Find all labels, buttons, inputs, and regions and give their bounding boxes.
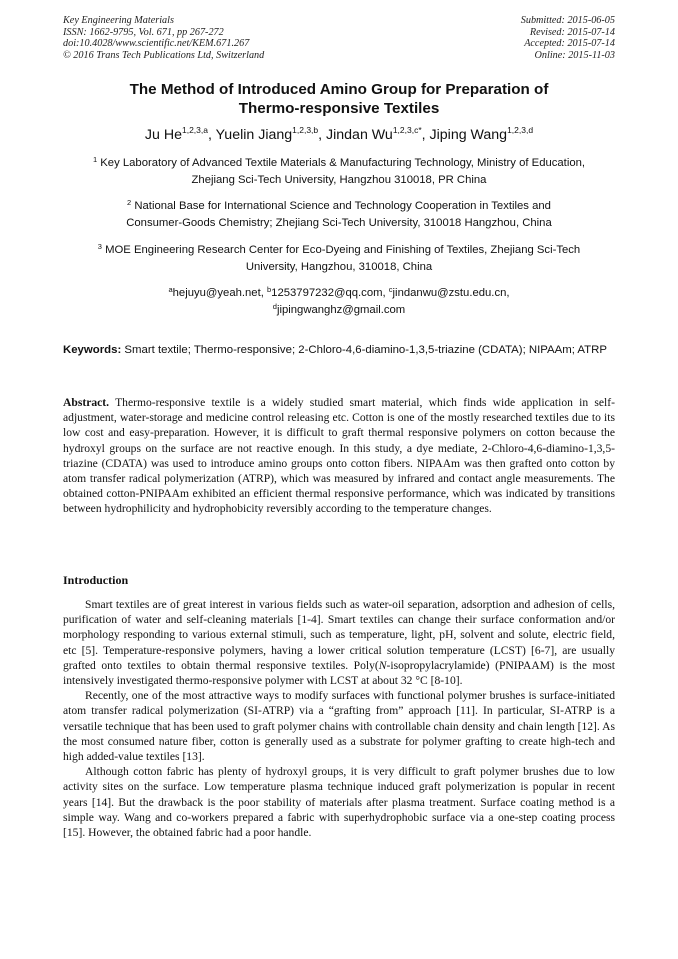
keywords-text: Smart textile; Thermo-responsive; 2-Chloro-4,6-diamino-1,3,5-triazine (CDATA); NIPAAm; ATRP: [121, 344, 607, 356]
submitted-date: Submitted: 2015-06-05: [520, 15, 615, 26]
email-sup: d: [272, 301, 277, 311]
email-sup: b: [267, 285, 272, 294]
email-sup: a: [168, 285, 173, 294]
keywords-label: Keywords:: [63, 344, 122, 356]
affiliation-text: Consumer-Goods Chemistry; Zhejiang Sci-Tech University, 310018 Hangzhou, China: [126, 216, 552, 229]
affiliation-2: [56, 198, 622, 231]
intro-paragraph-1: [63, 597, 615, 688]
abstract-block: [63, 395, 615, 517]
affiliation-text: University, Hangzhou, 310018, China: [245, 260, 433, 273]
author-name: Yuelin Jiang: [215, 127, 293, 143]
author-affiliation-sup: 1,2,3,b: [292, 125, 319, 135]
author-emails: [56, 285, 622, 318]
accepted-date: Accepted: 2015-07-14: [524, 38, 615, 50]
intro-paragraph-3: Although cotton fabric has plenty of hydroxyl groups, it is very difficult to graft polymer brushes due to low activity sites on the surface. Low temperature plasma technique induced graft polymerization is popular in recent years [14]. But the drawback is the poor stability of materials after plasma treatment. Surface coating method is a simple way. Wang and co-workers prepared a fabric with superhydrophobic surface via a one-step coating process [15]. However, the obtained fabric had a poor handle.: [63, 765, 615, 840]
affiliation-number: 1: [92, 155, 98, 164]
author-affiliation-sup: 1,2,3,a: [181, 125, 208, 135]
introduction-body: [63, 597, 615, 840]
author-affiliation-sup: 1,2,3,d: [507, 125, 534, 135]
author-name: Jindan Wu: [326, 127, 393, 143]
issn-line: ISSN: 1662-9795, Vol. 671, pp 267-272: [63, 26, 224, 38]
paper-title: [40, 80, 638, 118]
affiliation-number: 2: [127, 198, 132, 207]
email-sup: c: [388, 285, 393, 294]
intro-paragraph-2: Recently, one of the most attractive ways to modify surfaces with functional polymer brushes is surface-initiated atom transfer radical polymerization (SI-ATRP) via a “grafting from” approach [11]. In particular, SI-ATRP is a versatile technique that has been used to graft polymer chains with controllable chain density and chain length [12]. As the most consumed nature fiber, cotton is generally used as a substrate for polymer grafting to create high-tech and high added-value textiles [13].: [63, 689, 615, 764]
publication-dates: [521, 15, 615, 61]
abstract-label: Abstract.: [63, 396, 110, 409]
email-c: jindanwu@zstu.edu.cn,: [392, 287, 510, 299]
journal-name: Key Engineering Materials: [63, 15, 174, 26]
affiliation-3: [56, 242, 622, 275]
affiliation-text: MOE Engineering Research Center for Eco-Dyeing and Finishing of Textiles, Zhejiang Sci-Tech: [105, 244, 581, 256]
copyright-line: © 2016 Trans Tech Publications Ltd, Switzerland: [63, 49, 265, 61]
email-a: hejuyu@yeah.net,: [172, 287, 267, 299]
author-name: Ju He: [144, 127, 182, 143]
affiliation-text: Key Laboratory of Advanced Textile Materials & Manufacturing Technology, Ministry of Education,: [100, 157, 586, 169]
author-list: Ju He$^{1,2,3,a}$, Yuelin Jiang$^{1,2,3,b}$, Jindan $Wu^{1,2,3,c*}$, Jiping Wang$^{1,2,3,d}$: [144, 125, 534, 143]
affiliation-text: National Base for International Science and Technology Cooperation in Textiles and: [134, 200, 551, 212]
paragraph-text: Smart textiles are of great interest in various fields such as water-oil separation, adsorption and adhesion of cells, purification of water and self-cleaning materials [1-4]. Smart textiles can change their surface conformation and/or morphology responding to various external stimuli, such as temperature, light, pH, solvent and solute, electric field, etc [5]. Temperature-responsive polymers, having a lower critical solution temperature (LCST) [6-7], are usually grafted onto textiles to obtain thermal responsive textiles. Poly(: [63, 598, 615, 672]
author-name: Jiping Wang: [429, 127, 508, 143]
keywords-block: [63, 342, 615, 360]
title-line-2: Thermo-responsive Textiles: [238, 100, 440, 117]
online-date: Online: 2015-11-03: [534, 49, 615, 61]
affiliation-1: [56, 155, 622, 188]
doi-line: doi:10.4028/www.scientific.net/KEM.671.267: [63, 38, 250, 50]
section-heading-introduction: Introduction: [63, 573, 129, 587]
abstract-text: Thermo-responsive textile is a widely studied smart material, which finds wide application in self-adjustment, water-storage and medicine control releasing etc. Cotton is one of the mostly researched textiles due to its low cost and easy-preparation. However, it is difficult to graft thermal responsive polymers on cotton because the hydroxyl groups on the surface are not reactive enough. In this study, a dye mediate, 2-Chloro-4,6-diamino-1,3,5-triazine (CDATA) was used to introduce amino groups onto cotton fibers. NIPAAm was then grafted onto cotton by atom transfer radical polymerization (ATRP), which was measured by infrared and contact angle measurements. The obtained cotton-PNIPAAm exhibited an efficient thermal responsive performance, which was indicated by transitions between hydrophilicity and hydrophobicity reversibly according to the temperature changes.: [63, 396, 615, 516]
email-d: jipingwanghz@gmail.com: [276, 303, 406, 316]
email-b: 1253797232@qq.com,: [271, 287, 389, 299]
paragraph-text: -isopropylacrylamide) (PNIPAAM) is the most intensively investigated thermo-responsive polymer with LCST at about 32 °C [8-10].: [63, 658, 615, 688]
title-line-1: The Method of Introduced Amino Group for Preparation of: [129, 81, 549, 98]
italic-text: N: [378, 658, 387, 672]
affiliation-text: Zhejiang Sci-Tech University, Hangzhou 310018, PR China: [191, 173, 487, 186]
journal-info: [63, 15, 264, 61]
author-affiliation-sup: 1,2,3,c*: [392, 125, 422, 135]
affiliation-number: 3: [97, 242, 102, 251]
revised-date: Revised: 2015-07-14: [529, 26, 615, 38]
